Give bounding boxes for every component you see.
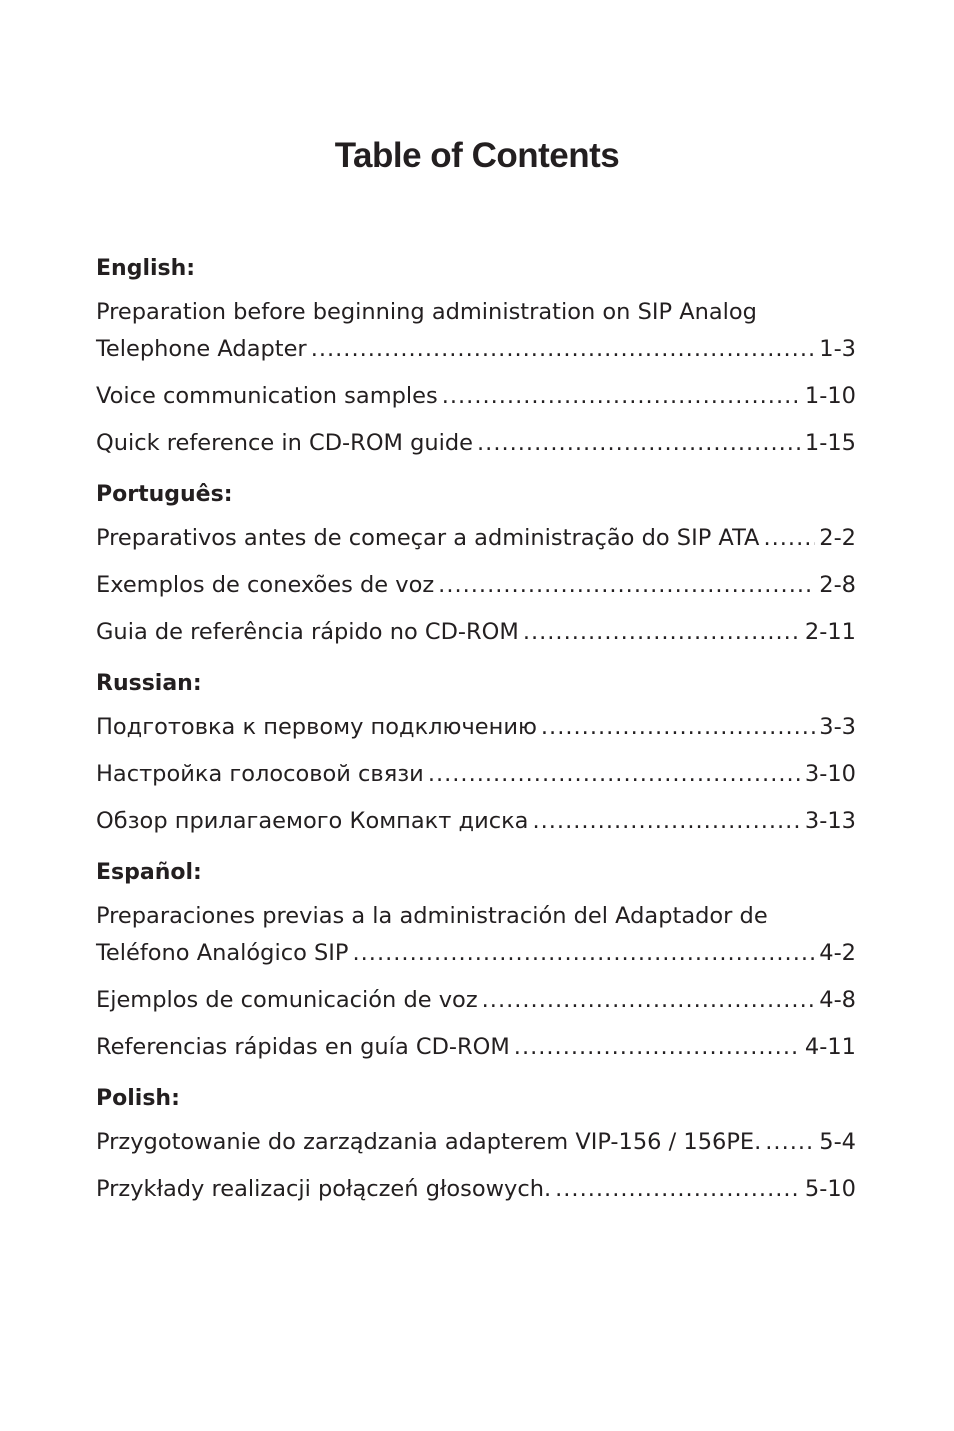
toc-entry xyxy=(96,294,856,368)
toc-entry xyxy=(96,756,856,793)
toc-page-number: 1-3 xyxy=(819,336,856,362)
dot-leader xyxy=(555,1171,801,1208)
toc-page-number: 2-11 xyxy=(804,619,856,645)
toc-page-number: 3-13 xyxy=(804,808,856,834)
toc-page-number: 3-10 xyxy=(804,761,856,787)
toc-entry-title: Teléfono Analógico SIP xyxy=(96,940,349,966)
toc-entry-line xyxy=(96,935,856,972)
section-heading: Português: xyxy=(96,482,233,507)
dot-leader xyxy=(353,935,816,972)
dot-leader xyxy=(763,520,815,557)
dot-leader xyxy=(311,331,816,368)
dot-leader xyxy=(428,756,801,793)
dot-leader xyxy=(532,803,800,840)
toc-entry-line xyxy=(96,378,856,415)
toc-entry-line xyxy=(96,1171,856,1208)
dot-leader xyxy=(514,1029,801,1066)
toc-entry-title: Exemplos de conexões de voz xyxy=(96,572,435,598)
dot-leader xyxy=(442,378,801,415)
toc-entry-line xyxy=(96,1029,856,1066)
toc-entry-line xyxy=(96,520,856,557)
toc-entry-line xyxy=(96,614,856,651)
dot-leader xyxy=(541,709,815,746)
toc-entry-title: Guia de referência rápido no CD-ROM xyxy=(96,619,519,645)
toc-page-number: 5-10 xyxy=(804,1176,856,1202)
toc-entry xyxy=(96,709,856,746)
dot-leader xyxy=(765,1124,815,1161)
toc-page-number: 4-11 xyxy=(804,1034,856,1060)
toc-entry-title: Настройка голосовой связи xyxy=(96,761,424,787)
toc-entry-title: Przykłady realizacji połączeń głosowych. xyxy=(96,1176,552,1202)
toc-entry xyxy=(96,378,856,415)
toc-entry xyxy=(96,425,856,462)
toc-entry xyxy=(96,520,856,557)
dot-leader xyxy=(477,425,801,462)
toc-page-number: 2-8 xyxy=(819,572,856,598)
toc-entry xyxy=(96,898,856,972)
section-heading: English: xyxy=(96,256,196,281)
toc-page-number: 4-8 xyxy=(819,987,856,1013)
toc-entry-line xyxy=(96,982,856,1019)
toc-page-number: 3-3 xyxy=(819,714,856,740)
table-of-contents xyxy=(96,254,856,1226)
toc-page-number: 5-4 xyxy=(819,1129,856,1155)
toc-section xyxy=(96,254,856,462)
toc-entry-title: Preparativos antes de começar a administração do SIP ATA xyxy=(96,525,760,551)
toc-entry-line xyxy=(96,331,856,368)
toc-entry-title: Подготовка к первому подключению xyxy=(96,714,537,740)
toc-entry-title: Voice communication samples xyxy=(96,383,438,409)
toc-entry-title: Quick reference in CD-ROM guide xyxy=(96,430,474,456)
toc-entry-line xyxy=(96,425,856,462)
toc-entry xyxy=(96,1029,856,1066)
toc-entry-line xyxy=(96,709,856,746)
toc-section xyxy=(96,1084,856,1208)
toc-entry-line xyxy=(96,567,856,604)
dot-leader xyxy=(523,614,801,651)
toc-entry-title-line1: Preparation before beginning administration on SIP Analog xyxy=(96,299,757,325)
toc-entry-line xyxy=(96,803,856,840)
toc-page-number: 1-10 xyxy=(804,383,856,409)
toc-entry xyxy=(96,803,856,840)
toc-page-number: 2-2 xyxy=(819,525,856,551)
dot-leader xyxy=(482,982,816,1019)
section-heading: Español: xyxy=(96,860,202,885)
toc-entry-title: Przygotowanie do zarządzania adapterem VIP-156 / 156PE. xyxy=(96,1129,762,1155)
toc-entry-line xyxy=(96,1124,856,1161)
toc-entry-title: Telephone Adapter xyxy=(96,336,307,362)
page-title: Table of Contents xyxy=(334,136,620,175)
toc-entry xyxy=(96,1171,856,1208)
section-heading: Russian: xyxy=(96,671,202,696)
toc-entry xyxy=(96,614,856,651)
toc-section xyxy=(96,858,856,1066)
toc-page-number: 1-15 xyxy=(804,430,856,456)
toc-entry-line xyxy=(96,756,856,793)
section-heading: Polish: xyxy=(96,1086,180,1111)
toc-entry-title: Referencias rápidas en guía CD-ROM xyxy=(96,1034,510,1060)
toc-entry-title: Ejemplos de comunicación de voz xyxy=(96,987,478,1013)
toc-section xyxy=(96,669,856,840)
toc-page-number: 4-2 xyxy=(819,940,856,966)
toc-entry-title: Обзор прилагаемого Компакт диска xyxy=(96,808,529,834)
toc-entry xyxy=(96,1124,856,1161)
dot-leader xyxy=(438,567,815,604)
toc-entry-title-line1: Preparaciones previas a la administración del Adaptador de xyxy=(96,903,768,929)
toc-entry xyxy=(96,982,856,1019)
toc-entry xyxy=(96,567,856,604)
toc-section xyxy=(96,480,856,651)
